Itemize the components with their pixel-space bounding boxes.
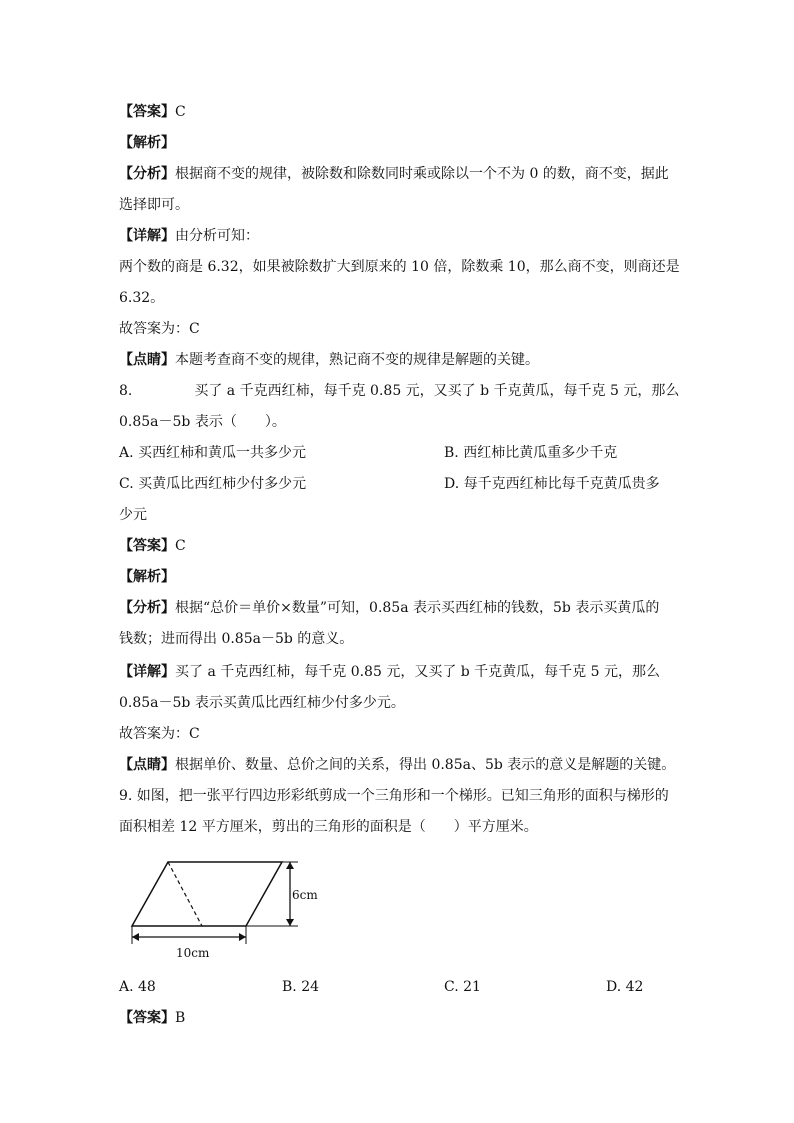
q7-detail-line-2: 6.32。 (119, 290, 165, 306)
q8-stem-line-1 (119, 381, 679, 401)
parallelogram-shape (132, 862, 282, 926)
q7-fenxi-line-2: 选择即可。 (119, 197, 189, 213)
parallelogram-diagram (124, 854, 334, 964)
q7-xiangjie-line (119, 226, 259, 246)
base-arrow-left (132, 933, 139, 941)
q9-answer-line (119, 1008, 185, 1028)
answer-value: B (175, 1010, 186, 1026)
q9-stem-line-2: 面积相差 12 平方厘米，剪出的三角形的面积是（ ）平方厘米。 (119, 819, 538, 835)
q7-analysis-heading: 【解析】 (119, 135, 175, 151)
q7-detail-line-1: 两个数的商是 6.32，如果被除数扩大到原来的 10 倍，除数乘 10，那么商不变，则商还是 (119, 259, 680, 275)
q9-option-a: A. 48 (119, 979, 156, 995)
answer-value: C (175, 104, 186, 120)
q8-dianjing-line (119, 755, 675, 775)
q8-option-b: B. 西红柿比黄瓜重多少千克 (444, 445, 618, 461)
q8-fenxi-line-2: 钱数；进而得出 0.85a－5b 的意义。 (119, 631, 354, 647)
fenxi-tag: 【分析】 (119, 166, 175, 182)
q8-conclusion: 故答案为：C (119, 726, 200, 742)
height-arrow-down (286, 919, 294, 926)
answer-tag: 【答案】 (119, 1010, 175, 1026)
dianjing-tag: 【点睛】 (119, 757, 175, 773)
q8-option-a: A. 买西红柿和黄瓜一共多少元 (119, 445, 307, 461)
q9-option-c: C. 21 (444, 979, 481, 995)
q8-option-c: C. 买黄瓜比西红柿少付多少元 (119, 476, 307, 492)
height-arrow-up (286, 862, 294, 869)
q8-number: 8. (119, 383, 133, 399)
cut-dashed-line (168, 862, 202, 926)
parallelogram-figure (124, 854, 334, 964)
q8-fenxi-line-1 (119, 598, 659, 618)
answer-value: C (175, 538, 186, 554)
dianjing-text: 根据单价、数量、总价之间的关系，得出 0.85a、5b 表示的意义是解题的关键。 (175, 757, 676, 773)
fenxi-text: 根据商不变的规律，被除数和除数同时乘或除以一个不为 0 的数，商不变，据此 (175, 166, 669, 182)
base-label: 10cm (176, 946, 210, 960)
q8-answer-line (119, 536, 186, 556)
xiangjie-text: 买了 a 千克西红柿，每千克 0.85 元，又买了 b 千克黄瓜，每千克 5 元，那么 (175, 664, 660, 680)
answer-tag: 【答案】 (119, 538, 175, 554)
xiangjie-tag: 【详解】 (119, 664, 175, 680)
q9-option-b: B. 24 (282, 979, 320, 995)
height-label: 6cm (292, 888, 318, 902)
q8-analysis-heading: 【解析】 (119, 569, 175, 585)
dianjing-tag: 【点睛】 (119, 352, 175, 368)
answer-tag: 【答案】 (119, 104, 175, 120)
q8-xiangjie-line-2: 0.85a－5b 表示买黄瓜比西红柿少付多少元。 (119, 695, 405, 711)
q9-option-d: D. 42 (606, 979, 644, 995)
q8-stem-line-2: 0.85a－5b 表示（ ）。 (119, 414, 286, 430)
q8-option-d: D. 每千克西红柿比每千克黄瓜贵多 (444, 476, 660, 492)
q7-answer-line (119, 102, 186, 122)
xiangjie-text: 由分析可知： (175, 228, 259, 244)
q7-fenxi-line-1 (119, 164, 669, 184)
q7-conclusion: 故答案为：C (119, 321, 200, 337)
xiangjie-tag: 【详解】 (119, 228, 175, 244)
q8-option-d-continued: 少元 (119, 507, 147, 523)
fenxi-text: 根据“总价＝单价×数量”可知，0.85a 表示买西红柿的钱数，5b 表示买黄瓜的 (175, 600, 660, 616)
base-arrow-right (239, 933, 246, 941)
q7-dianjing-line (119, 350, 539, 370)
q8-xiangjie-line-1 (119, 662, 660, 682)
q8-stem-text: 买了 a 千克西红柿，每千克 0.85 元，又买了 b 千克黄瓜，每千克 5 元，那么 (194, 383, 680, 399)
q9-stem-line-1: 9. 如图，把一张平行四边形彩纸剪成一个三角形和一个梯形。已知三角形的面积与梯形的 (119, 788, 669, 804)
fenxi-tag: 【分析】 (119, 600, 175, 616)
dianjing-text: 本题考查商不变的规律，熟记商不变的规律是解题的关键。 (175, 352, 539, 368)
